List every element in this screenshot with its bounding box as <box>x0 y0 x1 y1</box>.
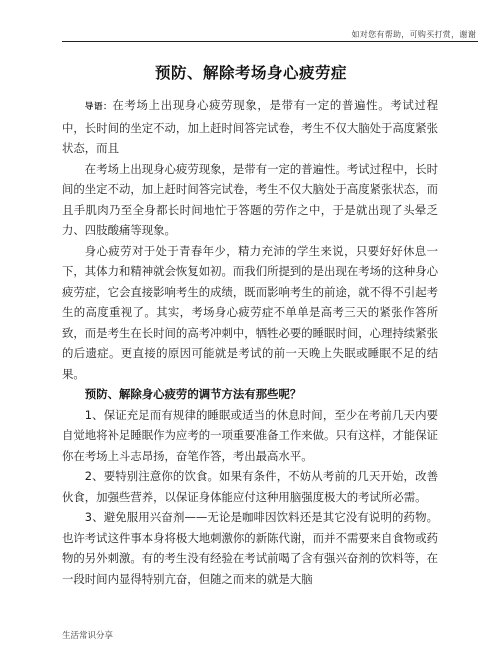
body-paragraph: 在考场上出现身心疲劳现象，是带有一定的普遍性。考试过程中，长时间的坐定不动，加上赶时间答完试卷，考生不仅大脑处于高度紧张状态，而且手肌肉乃至全身都长时间地忙于答题的劳作之中，于是就出现了头晕乏力、四肢酸痛等现象。 <box>62 161 438 237</box>
section-heading: 预防、解除身心疲劳的调节方法有那些呢？ <box>84 387 302 401</box>
footer-note: 生活常识分享 <box>62 631 114 641</box>
body-paragraph: 身心疲劳对于处于青春年少，精力充沛的学生来说，只要好好休息一下，其体力和精神就会恢复如初。而我们所提到的是出现在考场的这种身心疲劳症，它会直接影响考生的成绩，既而影响考生的前途，就不得不引起考生的高度重视了。其实，考场身心疲劳症不单单是高考三天的紧张作答所致，而是考生在长时间的高考冲刺中，牺牲必要的睡眠时间，心理持续紧张的后遗症。更直接的原因可能就是考试的前一天晚上失眠或睡眠不足的结果。 <box>62 243 438 381</box>
tip-paragraph: 2、要特别注意你的饮食。如果有条件，不妨从考前的几天开始，改善伙食，加强些营养，以保证身体能应付这种用脑强度极大的考试所必需。 <box>62 469 438 504</box>
summary-text: 在考场上出现身心疲劳现象，是带有一定的普遍性。考试过程中，长时间的坐定不动，加上赶时间答完试卷，考生不仅大脑处于高度紧张状态，而且 <box>62 98 438 155</box>
header-note: 如对您有帮助，可购买打赏，谢谢 <box>351 30 476 39</box>
tip-paragraph: 3、避免服用兴奋剂——无论是咖啡因饮料还是其它没有说明的药物。也许考试这件事本身将极大地刺激你的新陈代谢，而并不需要来自食物或药物的另外刺激。有的考生没有经验在考试前喝了含有强兴奋剂的饮料等，在一段时间内显得特别亢奋，但随之而来的就是大脑 <box>62 510 438 586</box>
page-title: 预防、解除考场身心疲劳症 <box>154 64 347 82</box>
tip-paragraph: 1、保证充足而有规律的睡眠或适当的休息时间，至少在考前几天内要自觉地将补足睡眠作为应考的一项重要准备工作来做。只有这样，才能保证你在考场上斗志昂扬，奋笔作答，考出最高水平。 <box>62 407 438 463</box>
article-body <box>62 95 438 589</box>
summary-tag: 导语： <box>84 102 113 112</box>
header-divider <box>62 41 478 42</box>
summary-paragraph <box>62 95 438 159</box>
